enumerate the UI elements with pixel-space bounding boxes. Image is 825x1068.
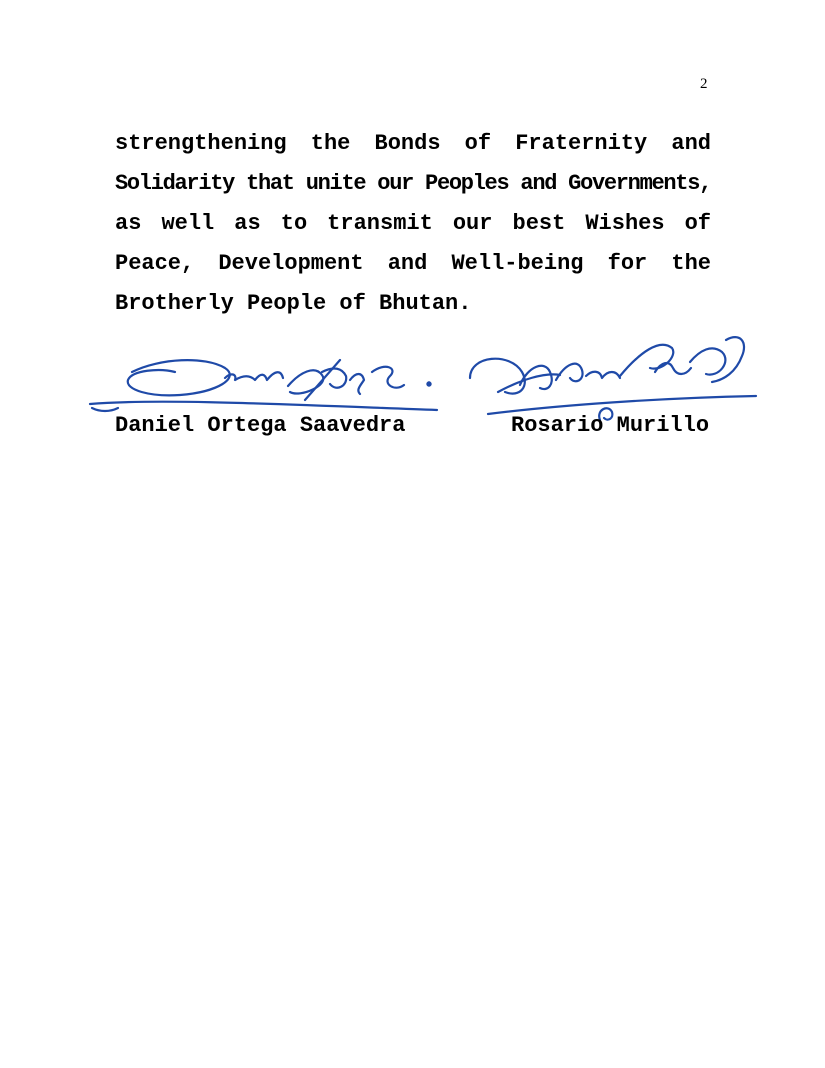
body-line-2: Solidarity that unite our Peoples and Governments,: [115, 171, 711, 196]
page-number: 2: [700, 76, 708, 92]
body-line-5: Brotherly People of Bhutan.: [115, 291, 472, 316]
body-line-1: strengthening the Bonds of Fraternity and: [115, 131, 711, 156]
signer-name-left: Daniel Ortega Saavedra: [115, 413, 406, 438]
signature-right: [470, 337, 756, 420]
signature-left: [90, 360, 437, 411]
signer-name-right: Rosario Murillo: [511, 413, 710, 438]
body-line-3: as well as to transmit our best Wishes of: [115, 211, 711, 236]
body-line-4: Peace, Development and Well-being for the: [115, 251, 711, 276]
